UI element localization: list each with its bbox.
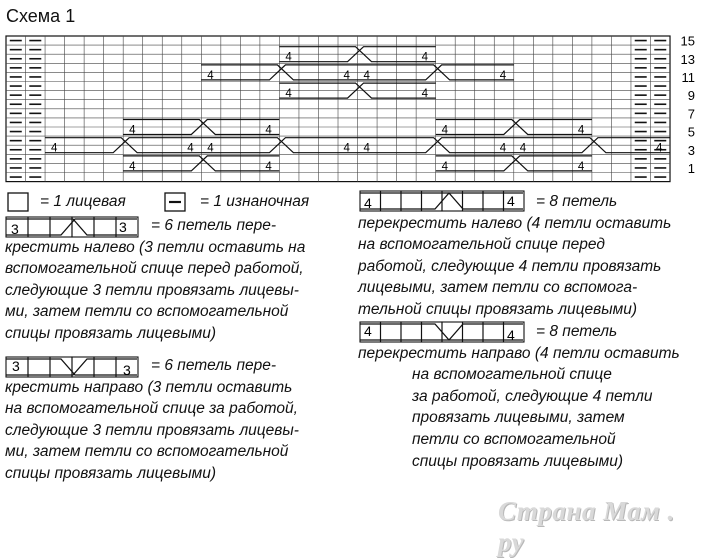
cable-3-left-num-1: 3	[11, 221, 19, 237]
cable-3-right-line-1: = 6 петель пере-	[151, 357, 277, 374]
cable-4-right-text	[358, 321, 680, 472]
cable-3-right-num-1: 3	[12, 358, 20, 374]
cable-4-right-line-3: на вспомогательной спице	[412, 366, 612, 384]
chart-title: Схема 1	[6, 6, 76, 26]
cable-3-left-line-6: спицы провязать лицевыми)	[5, 324, 217, 342]
cable-label: 4	[363, 69, 370, 82]
knitting-chart	[0, 0, 705, 190]
cable-4-right-line-5: провязать лицевыми, затем	[412, 409, 625, 427]
cable-label: 4	[363, 142, 370, 155]
row-number: 3	[687, 142, 695, 158]
cable-3-right-line-3: на вспомогательной спице за работой,	[5, 400, 298, 418]
row-number: 1	[687, 160, 695, 176]
row-number: 7	[687, 106, 695, 122]
cable-label: 4	[187, 142, 194, 155]
cable-label: 4	[441, 160, 449, 173]
purl-legend-text: = 1 изнаночная	[200, 193, 310, 210]
cable-label: 4	[207, 142, 214, 155]
cable-3-left-line-2: крестить налево (3 петли оставить на	[5, 238, 306, 256]
knit-legend-text: = 1 лицевая	[40, 193, 126, 210]
cable-3-left-line-1: = 6 петель пере-	[151, 217, 277, 234]
cable-3-right-line-5: ми, затем петли со вспомогательной	[5, 443, 289, 461]
cable-label: 4	[265, 124, 272, 137]
cable-label: 4	[343, 69, 350, 82]
row-number: 15	[680, 33, 695, 49]
cable-4-right-line-4: за работой, следующие 4 петли	[412, 387, 653, 405]
cable-label: 4	[421, 51, 429, 64]
cable-4-left-line-2: перекрестить налево (4 петли оставить	[358, 214, 672, 232]
row-number: 9	[687, 88, 695, 104]
cable-label: 4	[265, 160, 272, 173]
watermark-logo: Страна Мам . ру	[498, 496, 675, 557]
cable-label: 4	[129, 124, 136, 137]
cable-label: 4	[441, 124, 449, 137]
cable-4-left-line-3: на вспомогательной спице перед	[358, 236, 605, 254]
cable-3-right-line-2: крестить направо (3 петли оставить	[5, 378, 293, 396]
cable-label: 4	[577, 160, 585, 173]
cable-label: 4	[577, 124, 585, 137]
cable-4-left-text	[358, 191, 671, 321]
cable-3-right-line-6: спицы провязать лицевыми)	[5, 464, 217, 482]
row-number: 11	[681, 69, 695, 85]
cable-4-right-line-1: = 8 петель	[536, 323, 618, 340]
cable-label: 4	[285, 88, 292, 101]
row-number: 13	[680, 51, 695, 67]
cable-4-right-num-1: 4	[364, 323, 372, 339]
cable-label: 4	[285, 51, 292, 64]
cable-3-left-line-5: ми, затем петли со вспомогательной	[5, 303, 289, 321]
cable-label: 4	[421, 88, 429, 101]
cable-label: 4	[343, 142, 350, 155]
cable-label: 4	[129, 160, 136, 173]
cable-4-left-line-1: = 8 петель	[536, 193, 618, 210]
cable-4-right-line-6: петли со вспомогательной	[412, 430, 616, 448]
row-number: 5	[687, 124, 695, 140]
cable-4-left-line-6: тельной спицы провязать лицевыми)	[358, 300, 638, 318]
cable-3-right-line-4: следующие 3 петли провязать лицевы-	[5, 421, 299, 439]
cable-label: 4	[51, 142, 58, 155]
cable-3-right-text	[5, 355, 299, 485]
cable-label: 4	[499, 142, 507, 155]
cable-4-left-line-4: работой, следующие 4 петли провязать	[358, 257, 662, 275]
cable-3-left-line-3: вспомогательной спице перед работой,	[5, 260, 304, 278]
purl-symbol	[164, 192, 188, 212]
cable-4-left-num-2: 4	[507, 193, 515, 209]
knit-symbol	[7, 192, 31, 212]
cable-3-right-num-2: 3	[123, 362, 131, 378]
chart-grid	[6, 36, 670, 182]
cable-4-right-num-2: 4	[507, 327, 515, 343]
cable-4-right-line-7: спицы провязать лицевыми)	[412, 452, 624, 470]
cable-4-left-line-5: лицевыми, затем петли со вспомога-	[358, 279, 638, 297]
cable-label: 4	[207, 69, 214, 82]
cable-3-left-line-4: следующие 3 петли провязать лицевы-	[5, 281, 299, 299]
cable-4-right-line-2: перекрестить направо (4 петли оставить	[358, 344, 680, 362]
cable-label: 4	[499, 69, 507, 82]
cable-3-left-num-2: 3	[119, 219, 127, 235]
cable-label: 4	[519, 142, 527, 155]
row-numbers	[681, 34, 695, 176]
cable-label: 4	[656, 142, 663, 155]
cable-4-left-num-1: 4	[364, 195, 372, 211]
cable-3-left-text	[5, 215, 305, 345]
